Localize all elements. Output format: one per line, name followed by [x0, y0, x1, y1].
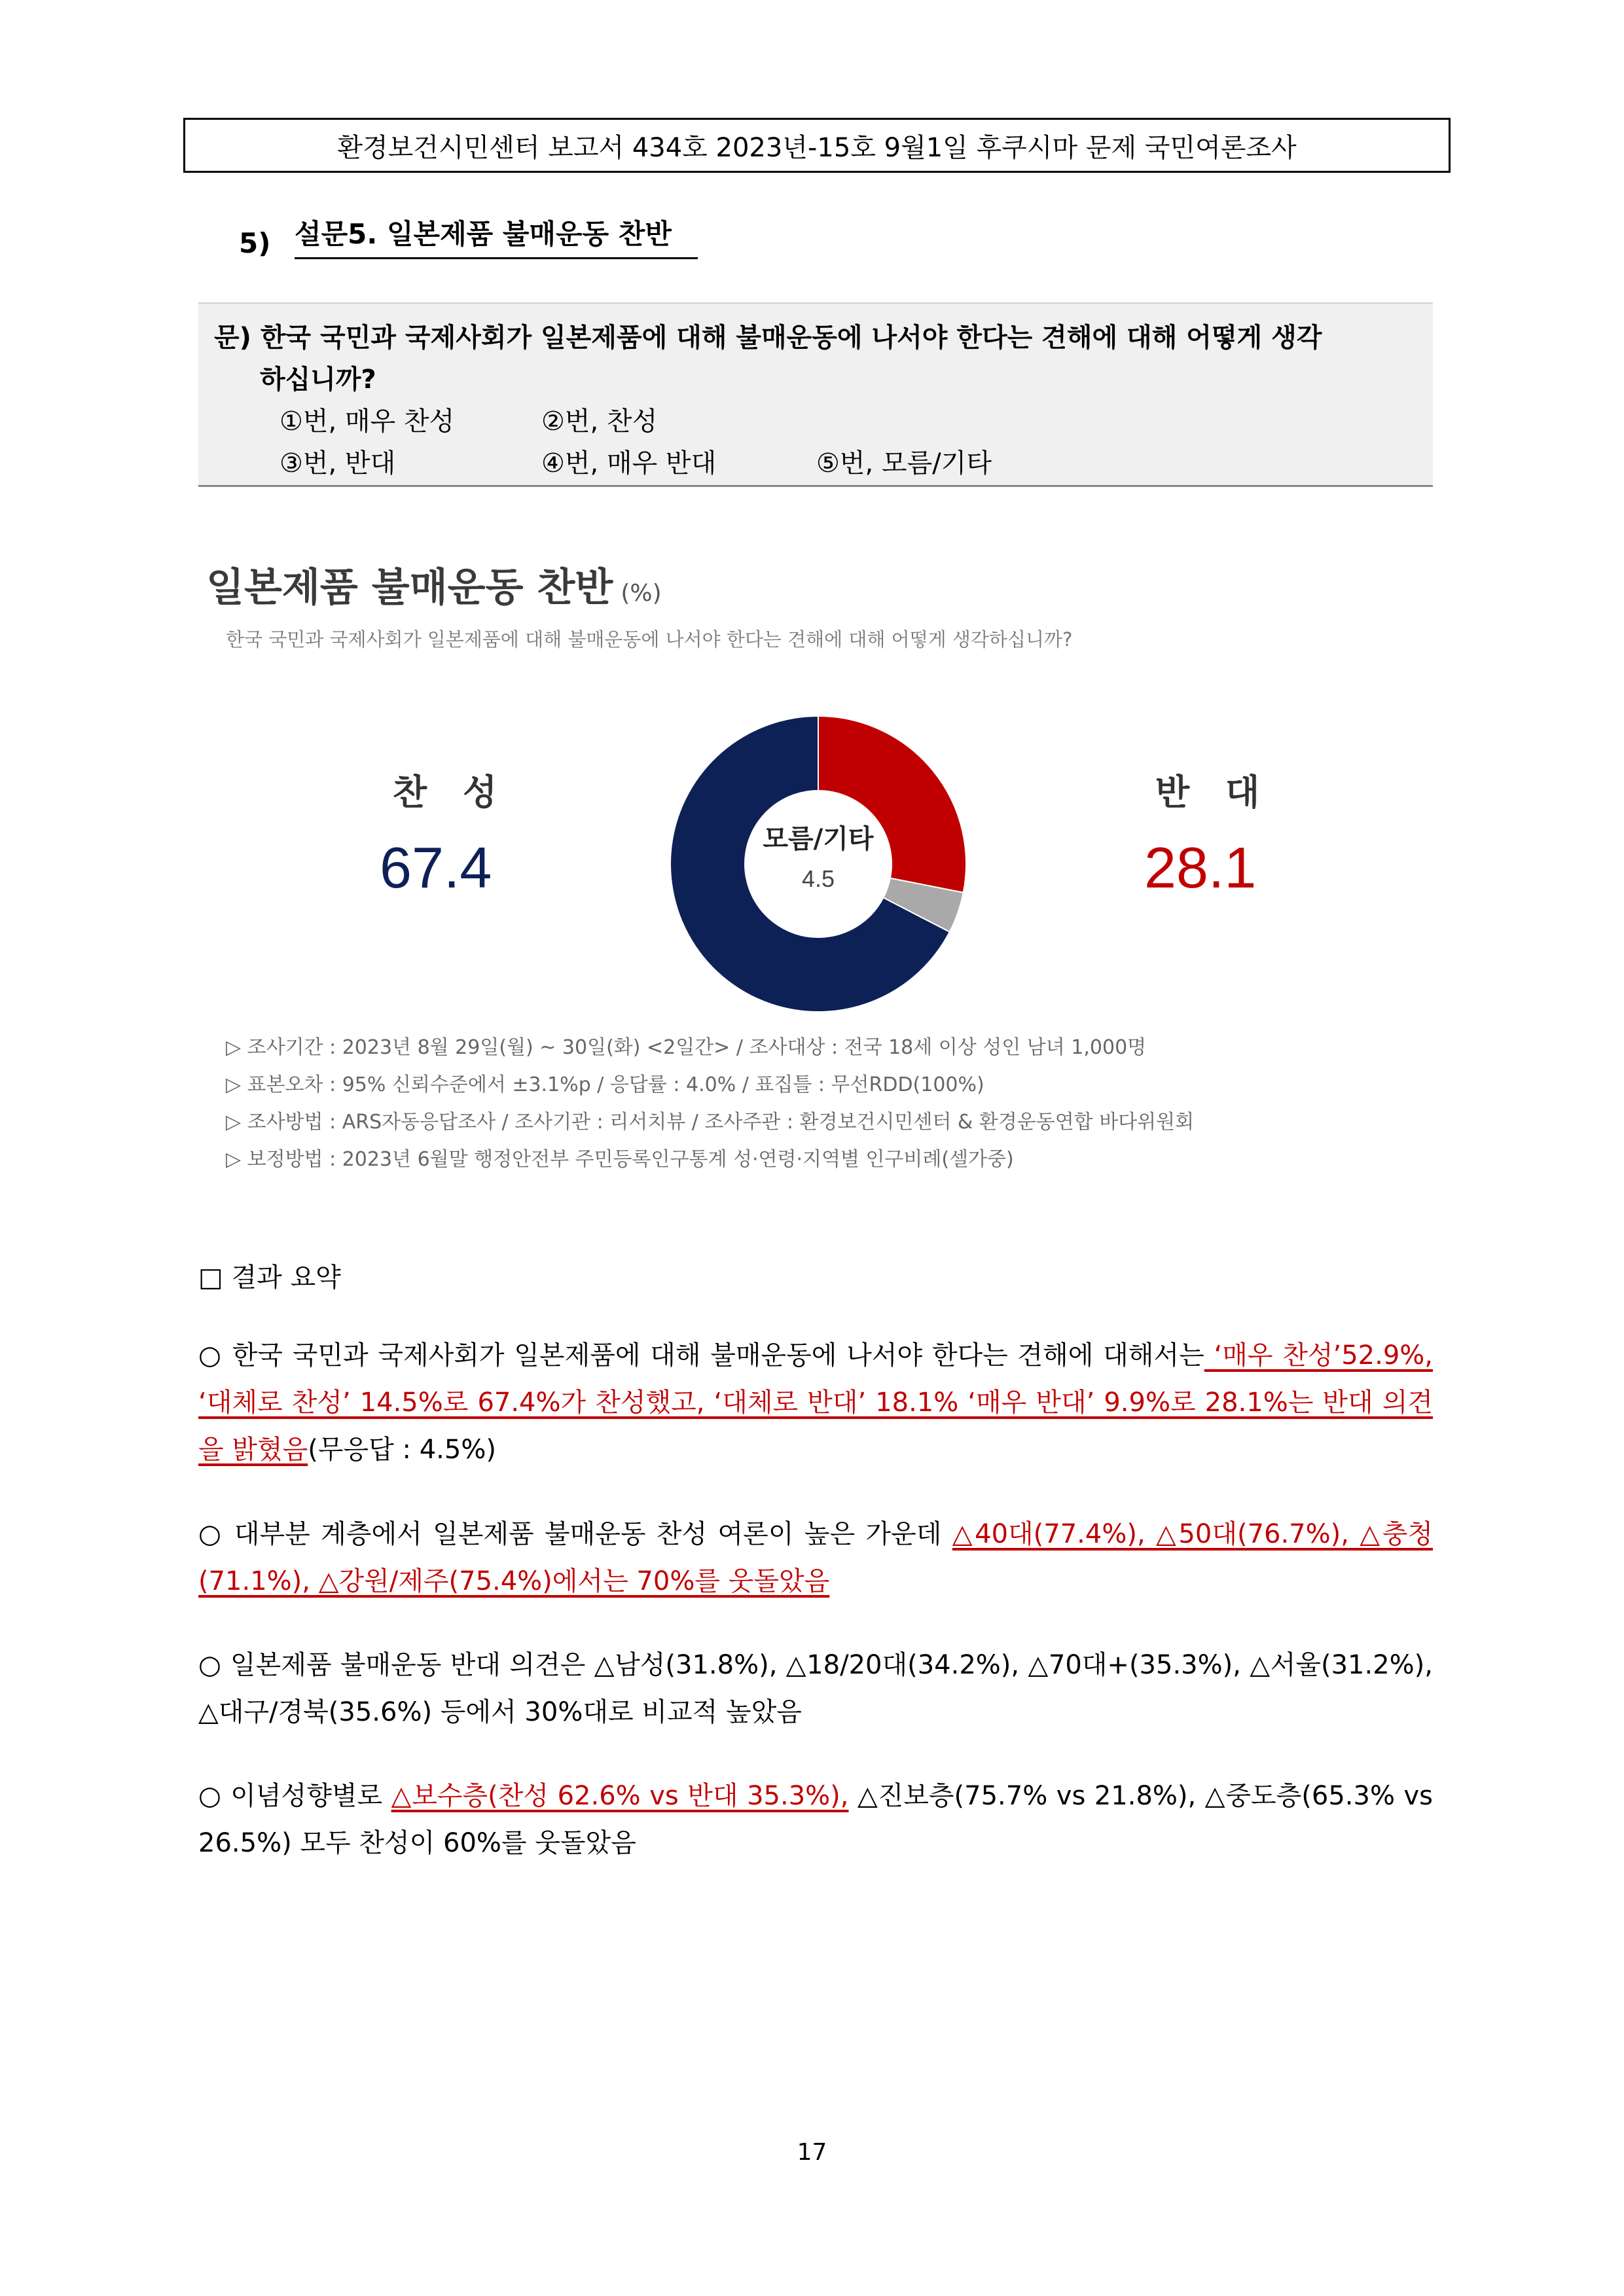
section-title [239, 213, 698, 259]
favor-value: 67.4 [380, 835, 492, 900]
summary-heading: □ 결과 요약 [198, 1263, 341, 1293]
summary-paragraph-3: ○ 일본제품 불매운동 반대 의견은 △남성(31.8%), △18/20대(34.2%), △70대+(35.3%), △서울(31.2%), △대구/경북(35.6%) 등에서 30%대로 비교적 높았음 [198, 1650, 1433, 1727]
options-row-2 [214, 442, 1417, 484]
page-number: 17 [797, 2139, 827, 2166]
report-header-text: 환경보건시민센터 보고서 434호 2023년-15호 9월1일 후쿠시마 문제 국민여론조사 [337, 132, 1297, 163]
summary-p1-note: (무응답 : 4.5%) [308, 1435, 496, 1465]
summary-p1-text: ○ 한국 국민과 국제사회가 일본제품에 대해 불매운동에 나서야 한다는 견해에 대해서는 [198, 1340, 1204, 1371]
summary-p4-highlight: △보수층(찬성 62.6% vs 반대 35.3%), [391, 1781, 849, 1811]
question-line-1: 문) 한국 국민과 국제사회가 일본제품에 대해 불매운동에 나서야 한다는 견해에 대해 어떻게 생각 [214, 323, 1322, 353]
option-3: ③번, 반대 [280, 448, 396, 478]
methodology-weighting: ▷ 보정방법 : 2023년 6월말 행정안전부 주민등록인구통계 성·연령·지역별 인구비례(셀가중) [226, 1148, 1014, 1171]
summary-p4-text: ○ 이념성향별로 [198, 1781, 391, 1811]
section-title-text: 설문5. 일본제품 불매운동 찬반 [295, 213, 698, 259]
summary-paragraph-1 [198, 1332, 1433, 1473]
question-box [198, 302, 1433, 487]
chart-title-text: 일본제품 불매운동 찬반 [206, 565, 613, 611]
donut-center-value: 4.5 [801, 865, 835, 892]
summary-paragraph-4 [198, 1772, 1433, 1867]
options-row-1 [214, 401, 1417, 442]
option-4: ④번, 매우 반대 [541, 448, 717, 478]
summary-p2-highlight: △40대(77.4%), △50대(76.7%), △충청(71.1%), △강원/제주(75.4%)에서는 70%를 웃돌았음 [198, 1519, 1433, 1596]
chart-subtitle: 한국 국민과 국제사회가 일본제품에 대해 불매운동에 나서야 한다는 견해에 대해 어떻게 생각하십니까? [226, 628, 1073, 651]
methodology-method: ▷ 조사방법 : ARS자동응답조사 / 조사기관 : 리서치뷰 / 조사주관 : 환경보건시민센터 & 환경운동연합 바다위원회 [226, 1111, 1195, 1134]
summary-p1-highlight: ‘매우 찬성’52.9%, ‘대체로 찬성’ 14.5%로 67.4%가 찬성했고, ‘대체로 반대’ 18.1% ‘매우 반대’ 9.9%로 28.1%는 반대 의견을 밝혔음 [198, 1340, 1433, 1465]
report-header [183, 118, 1451, 173]
option-2: ②번, 찬성 [541, 406, 658, 437]
option-5: ⑤번, 모름/기타 [816, 448, 992, 478]
summary-paragraph-2 [198, 1511, 1433, 1605]
question-line-2: 하십니까? [260, 365, 376, 395]
chart-title [206, 556, 662, 613]
methodology-error: ▷ 표본오차 : 95% 신뢰수준에서 ±3.1%p / 응답률 : 4.0% / 표집틀 : 무선RDD(100%) [226, 1073, 984, 1096]
summary-p2-text: ○ 대부분 계층에서 일본제품 불매운동 찬성 여론이 높은 가운데 [198, 1519, 952, 1549]
chart-unit: (%) [621, 580, 662, 607]
donut-chart [668, 713, 969, 1014]
option-1: ①번, 매우 찬성 [280, 406, 455, 437]
section-number: 5) [239, 227, 271, 259]
favor-label: 찬 성 [393, 772, 509, 813]
summary-p4-rest: △진보층(75.7% vs 21.8%), △중도층(65.3% vs 26.5%) 모두 찬성이 60%를 웃돌았음 [198, 1781, 1434, 1858]
donut-center-label: 모름/기타 [763, 824, 874, 854]
oppose-label: 반 대 [1155, 772, 1272, 813]
methodology-period: ▷ 조사기간 : 2023년 8월 29일(월) ~ 30일(화) <2일간> / 조사대상 : 전국 18세 이상 성인 남녀 1,000명 [226, 1036, 1147, 1059]
oppose-value: 28.1 [1144, 835, 1257, 900]
